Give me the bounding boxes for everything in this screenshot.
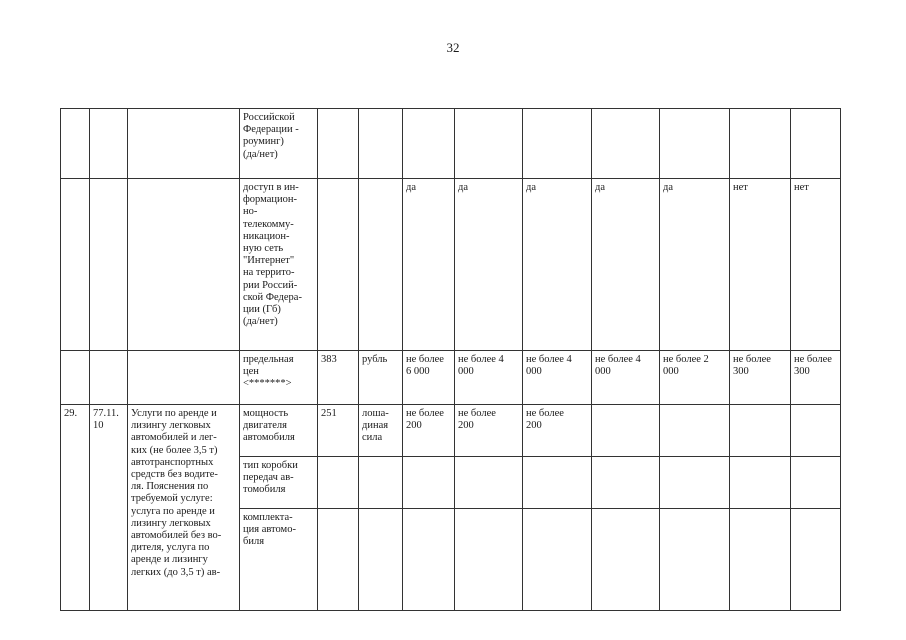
cell-value	[523, 457, 592, 509]
cell-value	[592, 109, 660, 179]
cell-value	[523, 509, 592, 611]
cell-value: не более 300	[730, 351, 791, 405]
cell-value: да	[523, 179, 592, 351]
cell-okpd-code	[90, 179, 128, 351]
cell-value: не более 2 000	[660, 351, 730, 405]
cell-okpd-code	[90, 351, 128, 405]
cell-value	[523, 109, 592, 179]
cell-unit: лоша- диная сила	[359, 405, 403, 457]
cell-value	[791, 109, 841, 179]
cell-value	[791, 457, 841, 509]
cell-value	[455, 457, 523, 509]
cell-okei-code	[318, 179, 359, 351]
cell-okei-code	[318, 109, 359, 179]
cell-value: нет	[791, 179, 841, 351]
table-row-internet	[61, 179, 841, 351]
cell-value	[730, 457, 791, 509]
cell-service-name	[128, 179, 240, 351]
cell-value	[730, 109, 791, 179]
cell-unit	[359, 179, 403, 351]
cell-service-name: Услуги по аренде и лизингу легковых автомобилей и лег- ких (не более 3,5 т) автотранспортных средств без водите- ля. Пояснения по требуемой услуге: услуга по аренде и лизингу легковых автомобилей без во- дителя, услуга по аренде и лизингу легких (до 3,5 т) ав-	[128, 405, 240, 611]
cell-okpd-code: 77.11. 10	[90, 405, 128, 611]
cell-okei-code	[318, 509, 359, 611]
cell-value: нет	[730, 179, 791, 351]
cell-value: не более 200	[403, 405, 455, 457]
cell-value	[455, 109, 523, 179]
page-number: 32	[446, 40, 460, 55]
cell-unit	[359, 109, 403, 179]
cell-characteristic: мощность двигателя автомобиля	[240, 405, 318, 457]
cell-number: 29.	[61, 405, 90, 611]
cell-value: да	[592, 179, 660, 351]
cell-value: не более 300	[791, 351, 841, 405]
cell-unit	[359, 457, 403, 509]
cell-value	[660, 109, 730, 179]
table-row-price	[61, 351, 841, 405]
cell-unit	[359, 509, 403, 611]
cell-value	[791, 509, 841, 611]
cell-characteristic: тип коробки передач ав- томобиля	[240, 457, 318, 509]
cell-number	[61, 109, 90, 179]
cell-service-name	[128, 109, 240, 179]
cell-value: не более 4 000	[592, 351, 660, 405]
cell-characteristic: доступ в ин- формацион- но- телекомму- никацион- ную сеть "Интернет" на террито- рии Россий- ской Федера- ции (Гб) (да/нет)	[240, 179, 318, 351]
table-row-item29-power	[61, 405, 841, 457]
cell-value	[592, 457, 660, 509]
cell-value	[660, 405, 730, 457]
requirements-table	[60, 108, 841, 611]
cell-unit: рубль	[359, 351, 403, 405]
cell-okpd-code	[90, 109, 128, 179]
cell-service-name	[128, 351, 240, 405]
table-row-roaming	[61, 109, 841, 179]
cell-value	[403, 509, 455, 611]
cell-value: не более 6 000	[403, 351, 455, 405]
cell-value: не более 200	[523, 405, 592, 457]
cell-okei-code	[318, 457, 359, 509]
cell-value	[730, 405, 791, 457]
cell-value: не более 4 000	[523, 351, 592, 405]
cell-value	[403, 109, 455, 179]
cell-value	[730, 509, 791, 611]
cell-value: да	[455, 179, 523, 351]
cell-characteristic: предельная цен <*******>	[240, 351, 318, 405]
cell-value	[660, 509, 730, 611]
cell-value	[660, 457, 730, 509]
cell-number	[61, 351, 90, 405]
cell-value	[592, 405, 660, 457]
cell-value	[455, 509, 523, 611]
cell-okei-code: 251	[318, 405, 359, 457]
cell-value	[791, 405, 841, 457]
cell-value	[592, 509, 660, 611]
cell-value: не более 200	[455, 405, 523, 457]
cell-value: не более 4 000	[455, 351, 523, 405]
cell-number	[61, 179, 90, 351]
cell-value	[403, 457, 455, 509]
cell-characteristic: Российской Федерации - роуминг) (да/нет)	[240, 109, 318, 179]
cell-value: да	[403, 179, 455, 351]
cell-okei-code: 383	[318, 351, 359, 405]
cell-characteristic: комплекта- ция автомо- биля	[240, 509, 318, 611]
cell-value: да	[660, 179, 730, 351]
